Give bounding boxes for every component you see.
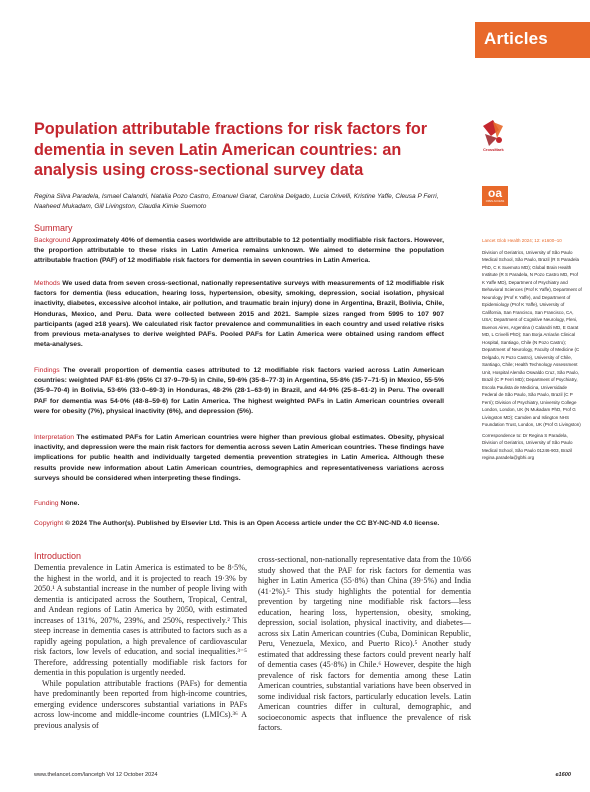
author-affiliations: Division of Geriatrics, University of São Paulo Medical School, São Paulo, Brazil (R S Paradela PhD, C K Suemoto MD); Global Brain Health Institute (R S Paradela, N Pozo Castro MD, Prof K Yaffe MD), Department of Psychiatry and Behavioral Sciences (Prof K Yaffe), Department of Neurology (Prof K Yaffe), and Department of Epidemiology (Prof K Yaffe), University of California, San Francisco, San Francisco, CA, USA; Department of Cognitive Neurology, Fleni, Buenos Aires, Argentina (I Calandri MD, E Garat MD, L Crivelli PhD); San Borja Arriarán Clinical Hospital, Santiago, Chile (N Pozo Castro); Department of Neurology, Faculty of Medicine (C Delgado, N Pozo Castro), University of Chile, Santiago, Chile; Health Technology Assessment Unit, Hospital Alemão Oswaldo Cruz, São Paulo, Brazil (C P Ferri MD); Department of Psychiatry, Escola Paulista de Medicina, Universidade Federal de São Paulo, São Paulo, Brazil (C P Ferri); Division of Psychiatry, University College London, London, UK (N Mukadam PhD, Prof G Livingston MD); Camden and Islington NHS Foundation Trust, London, UK (Prof G Livingston) [482,249,582,427]
introduction-heading: Introduction [34,551,82,561]
crossmark-label: CrossMark [483,147,504,152]
findings-text: The overall proportion of dementia cases attributed to 12 modifiable risk factors varied across Latin American countries: weighted PAF 61·8% (95% CI 37·9–79·5) in Chile, 59·6% (35·8–77·3) in Argentina, 55·8% (35·7–71·5) in Mexico, 55·5% (35·9–70·4) in Bolivia, 53·6% (33·0–69·3) in Honduras, 48·2% (28·1–63·9) in Brazil, and 44·9% (25·8–61·2) in Peru. The overall PAF for dementia was 54·0% (48·8–59·6) for Latin America. The highest weighted PAFs in Latin American countries overall were for obesity (7%), physical inactivity (6%), and depression (5%). [34,367,445,415]
introduction-left-column [34,563,247,731]
section-tab [475,22,590,58]
abstract-interpretation [34,433,444,484]
footer-journal-url: www.thelancet.com/lancetgh Vol 12 October 2024 [34,772,158,778]
introduction-right-column [258,555,471,734]
abstract-background [34,236,444,267]
open-access-label: oa [487,186,502,200]
copyright-text: © 2024 The Author(s). Published by Elsevier Ltd. This is an Open Access article under the CC BY-NC-ND 4.0 license. [64,520,440,527]
margin-sidebar [482,237,582,465]
open-access-sublabel: OPEN ACCESS [485,200,505,203]
interpretation-text: The estimated PAFs for Latin American countries were higher than previous global estimates. Obesity, physical inactivity, and depression were the main risk factors for dementia across seven Latin American countries. These findings have implications for public health and individually targeted dementia prevention strategies in Latin America. Although these results provide new information about Latin American countries, demographics and representativeness variations across surveys should be considered when interpreting these findings. [34,434,445,482]
findings-label: Findings [34,367,60,374]
methods-text: We used data from seven cross-sectional, nationally representative surveys with measurements of 12 modifiable risk factors for dementia (less education, hearing loss, hypertension, obesity, smoking, depression, social isolation, physical inactivity, diabetes, excessive alcohol intake, air pollution, and traumatic brain injury) done in Argentina, Brazil, Bolivia, Chile, Honduras, Mexico, and Peru. Data were collected between 2015 and 2021. Sample sizes ranged from 5995 to 107 907 participants (aged ≥18 years). We calculated risk factor prevalence and communalities in each country and used relative risks from previous meta-analyses to derive weighted PAFs. Pooled PAFs for Latin America were obtained using random effect meta-analyses. [34,280,445,349]
footer-page-number: e1600 [555,772,571,778]
interpretation-label: Interpretation [34,434,75,441]
correspondence: Correspondence to: Dr Regina S Paradela, Division of Geriatrics, University of São Paulo Medical School, São Paulo 01246-903, Brazil regina.paradela@gbhi.org [482,432,573,460]
abstract-methods [34,279,444,350]
background-label: Background [34,237,71,244]
methods-label: Methods [34,280,61,287]
funding-label: Funding [34,500,59,507]
section-tab-label: Articles [484,29,548,48]
background-text: Approximately 40% of dementia cases worldwide are attributable to 12 potentially modifiable risk factors. However, the proportion attributable to these risks in Latin America remains unknown. We aimed to determine the population attributable fraction (PAF) of 12 modifiable risk factors for dementia in seven countries in Latin America. [34,237,445,265]
summary-heading: Summary [34,223,73,233]
copyright-label: Copyright [34,520,64,527]
funding-text: None. [60,500,80,507]
article-title: Population attributable fractions for risk factors for dementia in seven Latin American countries: an analysis using cross-sectional survey data [34,120,428,179]
journal-citation: Lancet Glob Health 2024; 12: e1600–10 [482,238,562,243]
abstract-findings [34,366,444,417]
author-list: Regina Silva Paradela, Ismael Calandri, Natalia Pozo Castro, Emanuel Garat, Carolina Delgado, Lucia Crivelli, Kristine Yaffe, Cleusa P Ferri, Naaheed Mukadam, Gill Livingston, Claudia Kimie Suemoto [34,193,439,210]
abstract-funding [34,499,444,509]
open-access-badge [482,186,508,206]
intro-paragraph: Dementia prevalence in Latin America is estimated to be 8·5%, the highest in the world, and it is projected to reach 19·3% by 2050.¹ A substantial increase in the number of people living with dementia is anticipated across the Southern, Tropical, Central, and Andean regions of Latin America by 2050, with estimated increases of 131%, 207%, 239%, and 250%, respectively.² This steep increase in dementia cases is attributed to factors such as a rapidly ageing population, a high prevalence of cardiovascular risk factors, low levels of education, and social inequalities.³⁻⁵ Therefore, addressing potentially modifiable risk factors for dementia in this population is urgently needed. [34,563,247,677]
abstract-copyright [34,519,444,529]
crossmark-button[interactable] [477,116,515,156]
intro-paragraph: cross-sectional, non-nationally representative data from the 10/66 study showed that the PAF for risk factors for dementia was higher in Latin America (55·8%) than China (39·5%) and India (41·2%).⁵ This study highlights the potential for dementia prevention by targeting nine modifiable risk factors—less education, hearing loss, hypertension, obesity, smoking, depression, social isolation, physical inactivity, and diabetes—across six Latin American countries (Cuba, Dominican Republic, Peru, Venezuela, Mexico, and Puerto Rico).⁵ Another study estimated that addressing these factors could prevent nearly half of dementia cases (45·8%) in Chile.⁶ However, despite the high prevalence of risk factors for dementia among these Latin American countries, substantial variations have been observed in some individual risk factors, particularly education levels. Latin American countries differ in cultural, demographic, and socioeconomic aspects that influence the prevalence of risk factors. [258,555,471,732]
intro-paragraph: While population attributable fractions (PAFs) for dementia have predominantly been reported from high-income countries, emerging evidence underscores substantial variations in PAFs across low-income and middle-income countries (LMICs).³⁶ A previous analysis of [34,678,247,730]
